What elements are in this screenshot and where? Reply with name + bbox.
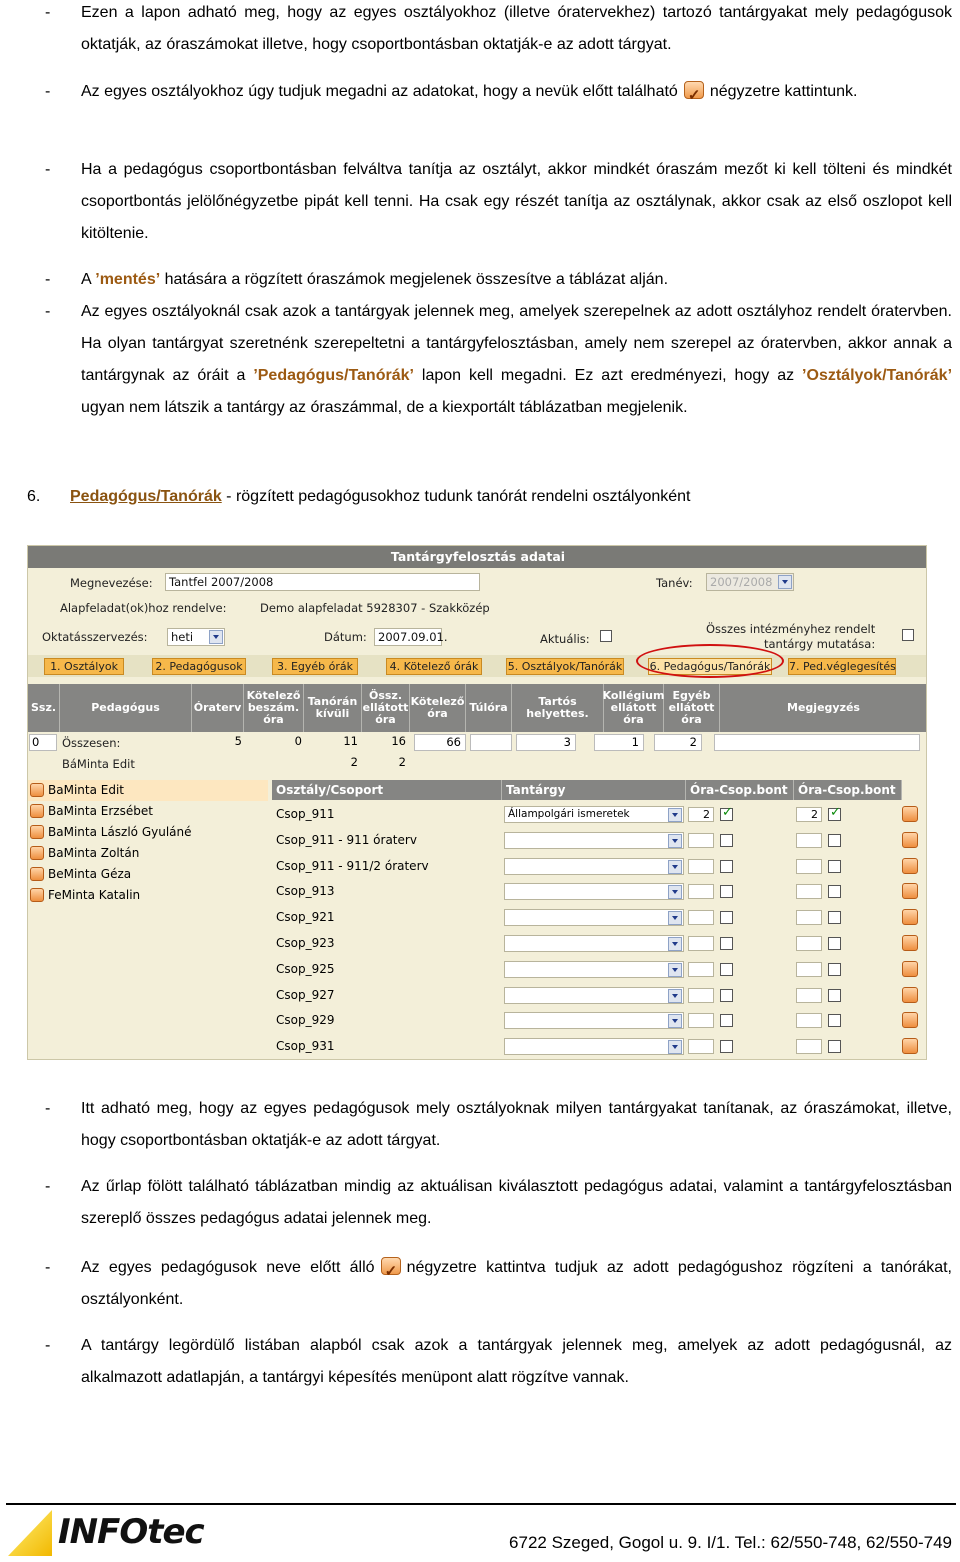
chevron-down-icon [668, 808, 682, 822]
chevron-down-icon [668, 1040, 682, 1054]
bullet-dash: - [45, 4, 51, 21]
col-tartos-helyettes: Tartós helyettes. [512, 684, 604, 732]
tanev-value: 2007/2008 [710, 575, 773, 589]
datum-label: Dátum: [324, 630, 367, 644]
chevron-down-icon [668, 911, 682, 925]
chevron-down-icon [778, 575, 792, 589]
group-split-checkbox-1[interactable] [720, 885, 733, 898]
sum-tulora [470, 734, 512, 751]
teacher-item[interactable] [28, 864, 268, 885]
hours-input-2[interactable] [796, 884, 822, 899]
sum-kollegium: 1 [594, 734, 644, 751]
logo-wordmark: INFOtec [58, 1512, 204, 1552]
hours-input-1[interactable] [688, 988, 714, 1003]
group-split-checkbox-2[interactable] [828, 937, 841, 950]
grid-row [272, 931, 927, 957]
teacher-item[interactable] [28, 822, 268, 843]
chevron-down-icon [668, 989, 682, 1003]
footer-divider [6, 1503, 956, 1505]
mentes-term: ’mentés’ [95, 271, 161, 288]
chevron-down-icon [209, 630, 223, 644]
subject-select[interactable] [504, 1038, 684, 1055]
sum-teacher-label: BáMinta Edit [62, 757, 135, 771]
group-split-checkbox-2[interactable] [828, 911, 841, 924]
group-split-checkbox-1[interactable] [720, 834, 733, 847]
subject-select[interactable] [504, 961, 684, 978]
hours-input-1[interactable]: 2 [688, 807, 714, 822]
subject-value: Állampolgári ismeretek [508, 808, 630, 820]
sum-label: Összesen: [62, 736, 121, 750]
section-number: 6. [27, 488, 41, 505]
bullet-text-a: A [81, 271, 91, 288]
bullet-dash: - [45, 161, 51, 178]
hours-input-1[interactable] [688, 833, 714, 848]
tanev-label: Tanév: [656, 576, 693, 590]
grid-col-class: Osztály/Csoport [272, 780, 502, 800]
hours-input-2[interactable] [796, 833, 822, 848]
infotec-logo [8, 1510, 248, 1558]
pedagogus-tanorak-term: ’Pedagógus/Tanórák’ [253, 367, 414, 384]
summary-row [28, 733, 927, 753]
teacher-name: BaMinta Edit [48, 783, 124, 797]
grid-col-subject: Tantárgy [502, 780, 686, 800]
save-icon[interactable] [902, 883, 918, 899]
group-split-checkbox-1[interactable] [720, 808, 733, 821]
section-link[interactable]: Pedagógus/Tanórák [70, 488, 222, 505]
col-megjegyzes: Megjegyzés [720, 684, 927, 732]
osztalyok-tanorak-term: ’Osztályok/Tanórák’ [802, 367, 953, 384]
edit-icon[interactable] [30, 846, 44, 860]
grid-row [272, 802, 927, 828]
hours-input-1[interactable] [688, 910, 714, 925]
class-name: Csop_911 [276, 807, 335, 821]
tanev-select[interactable] [706, 573, 794, 591]
grid-row [272, 854, 927, 880]
hours-input-1[interactable] [688, 884, 714, 899]
save-icon[interactable] [902, 858, 918, 874]
grid-row [272, 1008, 927, 1034]
group-split-checkbox-1[interactable] [720, 1014, 733, 1027]
col-oraterv: Óraterv [192, 684, 244, 732]
sum-ossz-ellatott: 16 [391, 734, 406, 748]
grid-row [272, 828, 927, 854]
class-name: Csop_921 [276, 910, 335, 925]
group-split-checkbox-2[interactable] [828, 834, 841, 847]
bullet-text: Itt adható meg, hogy az egyes pedagógusok mely osztályoknak milyen tantárgyakat tanítanak, az óraszámokat, illetve, hogy csoportbontásban oktatják-e az adott tárgyat. [81, 1100, 952, 1149]
grid-col-ora-csop-1: Óra-Csop.bont [686, 780, 794, 800]
bullet-text: Az űrlap fölött található táblázatban mindig az aktuálisan kiválasztott pedagógus adatai, valamint a tantárgyfelosztásban szereplő összes pedagógus adatai jelennek meg. [81, 1178, 952, 1227]
chevron-down-icon [668, 1014, 682, 1028]
bullet-dash: - [45, 271, 51, 288]
bullet-text-a: Az egyes osztályokhoz úgy tudjuk megadni az adatokat, hogy a nevük előtt található [81, 83, 678, 100]
hours-input-2[interactable] [796, 962, 822, 977]
tab-egyeb-orak[interactable]: 3. Egyéb órák [272, 658, 358, 675]
col-ssz: Ssz. [28, 684, 60, 732]
class-name: Csop_913 [276, 884, 335, 899]
bullet-text-a: Az egyes osztályoknál csak azok a tantárgyak jelennek meg, amelyek szerepelnek az adott osztályhoz rendelt óratervben. Ha olyan tantárgyat szeretnénk szerepeltetni a tantárgyfelosztásban, amely nem szerepel az óratervben, akkor annak a tantárgynak az óráit a [81, 303, 952, 384]
subject-select[interactable] [504, 883, 684, 900]
grid-row [272, 905, 927, 931]
teacher-item[interactable] [28, 843, 268, 864]
col-pedagogus: Pedagógus [60, 684, 192, 732]
class-name: Csop_923 [276, 936, 335, 950]
tab-pedagogusok[interactable]: 2. Pedagógusok [152, 658, 246, 675]
chevron-down-icon [668, 834, 682, 848]
logo-sun-icon [8, 1510, 52, 1556]
checkbox-icon [684, 81, 704, 99]
subject-select[interactable] [504, 935, 684, 952]
section-rest: - rögzített pedagógusokhoz tudunk tanórát rendelni osztályonként [221, 488, 691, 505]
group-split-checkbox-2[interactable] [828, 860, 841, 873]
tab-kotelezo-orak[interactable]: 4. Kötelező órák [386, 658, 482, 675]
summary-row-teacher [28, 754, 927, 774]
form-title: Tantárgyfelosztás adatai [28, 546, 927, 568]
bullet-dash: - [45, 83, 51, 100]
subject-select[interactable] [504, 806, 684, 823]
class-name: Csop_911 - 911 óraterv [276, 832, 417, 847]
edit-icon[interactable] [30, 804, 44, 818]
teacher-name: BeMinta Géza [48, 867, 132, 881]
save-icon[interactable] [902, 832, 918, 848]
osszes-checkbox[interactable] [902, 629, 914, 641]
teacher-name: FeMinta Katalin [48, 888, 141, 902]
save-icon[interactable] [902, 961, 918, 977]
group-split-checkbox-2[interactable] [828, 1040, 841, 1053]
col-kotelezo-ora: Kötelező óra [410, 684, 466, 732]
edit-icon[interactable] [30, 867, 44, 881]
megnevezes-label: Megnevezése: [70, 576, 153, 590]
chevron-down-icon [668, 860, 682, 874]
hours-input-1[interactable] [688, 859, 714, 874]
group-split-checkbox-1[interactable] [720, 1040, 733, 1053]
osszes-label-1: Összes intézményhez rendelt [706, 622, 876, 636]
bullet-text-a: Az egyes pedagógusok neve előtt álló [81, 1259, 375, 1276]
chevron-down-icon [668, 885, 682, 899]
hours-input-1[interactable] [688, 1039, 714, 1054]
class-name: Csop_911 - 911/2 óraterv [276, 858, 429, 873]
col-tulora: Túlóra [466, 684, 512, 732]
sum-tartos-helyettes: 3 [516, 734, 576, 751]
hours-input-2[interactable] [796, 1013, 822, 1028]
alapfeladat-label: Alapfeladat(ok)hoz rendelve: [60, 601, 227, 615]
sum-teacher-ossz: 2 [398, 755, 406, 769]
hours-input-2[interactable] [796, 859, 822, 874]
group-split-checkbox-2[interactable] [828, 989, 841, 1002]
hours-input-2[interactable] [796, 936, 822, 951]
tab-pedagogus-tanorak[interactable]: 6. Pedagógus/Tanórák [649, 660, 771, 673]
group-split-checkbox-2[interactable] [828, 963, 841, 976]
col-kollegium: Kollégium ellátott óra [604, 684, 664, 732]
edit-icon[interactable] [30, 825, 44, 839]
group-split-checkbox-1[interactable] [720, 937, 733, 950]
hours-input-1[interactable] [688, 962, 714, 977]
teacher-item[interactable] [28, 885, 268, 906]
sum-kotelezo-ora: 66 [414, 734, 466, 751]
oktatas-value: heti [171, 630, 194, 644]
class-name: Csop_925 [276, 961, 335, 976]
alapfeladat-value: Demo alapfeladat 5928307 - Szakközép [260, 601, 490, 615]
col-tanoran-kivuli: Tanórán kívüli [304, 684, 362, 732]
bullet-dash: - [45, 303, 51, 320]
tab-bar [28, 655, 927, 677]
group-split-checkbox-1[interactable] [720, 963, 733, 976]
grid-row [272, 1034, 927, 1060]
bullet-text-b: lapon kell megadni. Ez azt eredményezi, hogy az [421, 367, 795, 384]
datum-field[interactable]: 2007.09.01. [374, 628, 442, 646]
save-icon[interactable] [902, 987, 918, 1003]
col-egyeb-ellatott: Egyéb ellátott óra [664, 684, 720, 732]
megnevezes-field[interactable]: Tantfel 2007/2008 [165, 573, 480, 591]
group-split-checkbox-2[interactable] [828, 1014, 841, 1027]
hours-input-2[interactable] [796, 1039, 822, 1054]
tab-osztalyok[interactable]: 1. Osztályok [44, 658, 124, 675]
edit-icon[interactable] [30, 888, 44, 902]
subject-select[interactable] [504, 1012, 684, 1029]
hours-input-1[interactable] [688, 936, 714, 951]
save-icon[interactable] [902, 909, 918, 925]
bullet-text: A tantárgy legördülő listában alapból csak azok a tantárgyak jelennek meg, amelyek az adott pedagógusnál, az alkalmazott adatlapján, a tantárgyi képesítés menüpont alatt rögzítve vannak. [81, 1337, 952, 1386]
bullet-dash: - [45, 1100, 51, 1117]
class-name: Csop_929 [276, 1013, 335, 1028]
tab-ped-veglegesites[interactable]: 7. Ped.véglegesítés [789, 660, 896, 673]
tab-osztalyok-tanorak[interactable]: 5. Osztályok/Tanórák [507, 660, 623, 673]
app-screenshot [27, 545, 927, 1060]
hours-input-2[interactable] [796, 988, 822, 1003]
group-split-checkbox-2[interactable] [828, 808, 841, 821]
teacher-item[interactable] [28, 801, 268, 822]
save-icon[interactable] [902, 1012, 918, 1028]
bullet-text-b: négyzetre kattintunk. [709, 83, 858, 100]
grid-row [272, 879, 927, 905]
sum-ssz: 0 [29, 734, 57, 751]
highlight-oval [636, 644, 784, 678]
hours-input-2[interactable]: 2 [796, 807, 822, 822]
oktatas-select[interactable] [167, 628, 225, 646]
grid-col-ora-csop-2: Óra-Csop.bont [794, 780, 902, 800]
osszes-label-2: tantárgy mutatása: [764, 637, 876, 651]
teacher-name: BaMinta Erzsébet [48, 804, 153, 818]
grid-row [272, 957, 927, 983]
grid-row [272, 983, 927, 1009]
group-split-checkbox-1[interactable] [720, 911, 733, 924]
footer-address: 6722 Szeged, Gogol u. 9. I/1. Tel.: 62/550-748, 62/550-749 [509, 1533, 952, 1552]
oktatas-label: Oktatásszervezés: [42, 630, 148, 644]
bullet-dash: - [45, 1178, 51, 1195]
bullet-text-b: négyzetre kattintva tudjuk az adott pedagógushoz rögzíteni a tanórákat, osztályonként. [81, 1259, 953, 1308]
col-kotelezo-beszam: Kötelező beszám. óra [244, 684, 304, 732]
aktualis-label: Aktuális: [540, 632, 590, 646]
bullet-text: Ezen a lapon adható meg, hogy az egyes osztályokhoz (illetve óratervekhez) tartozó tantárgyakat mely pedagógusok oktatják, az óraszámokat illetve, hogy csoportbontásban oktatják-e az adott tárgyat. [81, 4, 952, 53]
save-icon[interactable] [902, 935, 918, 951]
hours-input-1[interactable] [688, 1013, 714, 1028]
group-split-checkbox-1[interactable] [720, 860, 733, 873]
bullet-text-b: hatására a rögzített óraszámok megjelenek összesítve a táblázat alján. [164, 271, 669, 288]
chevron-down-icon [668, 937, 682, 951]
group-split-checkbox-2[interactable] [828, 885, 841, 898]
subject-select[interactable] [504, 858, 684, 875]
sum-teacher-tanoran: 2 [350, 755, 358, 769]
hours-input-2[interactable] [796, 910, 822, 925]
bullet-dash: - [45, 1337, 51, 1354]
subject-select[interactable] [504, 909, 684, 926]
sum-oraterv: 5 [234, 734, 242, 748]
col-ossz-ellatott: Össz. ellátott óra [362, 684, 410, 732]
bullet-dash: - [45, 1259, 51, 1276]
teacher-item[interactable] [28, 780, 268, 801]
class-name: Csop_931 [276, 1039, 335, 1054]
chevron-down-icon [668, 963, 682, 977]
bullet-text-c: ugyan nem látszik a tantárgy az óraszámmal, de a kiexportált táblázatban megjelenik. [81, 399, 688, 416]
teacher-name: BaMinta Zoltán [48, 846, 140, 860]
save-icon[interactable] [902, 806, 918, 822]
save-icon[interactable] [902, 1038, 918, 1054]
subject-select[interactable] [504, 987, 684, 1004]
sum-tanoran-kivuli: 11 [343, 734, 358, 748]
table-header [28, 684, 927, 732]
sum-egyeb-ellatott: 2 [654, 734, 702, 751]
checkbox-icon [381, 1257, 401, 1275]
class-name: Csop_927 [276, 987, 335, 1002]
subject-select[interactable] [504, 832, 684, 849]
aktualis-checkbox[interactable] [600, 630, 612, 642]
sum-megjegyzes [714, 734, 920, 751]
bullet-text: Ha a pedagógus csoportbontásban felváltva tanítja az osztályt, akkor mindkét óraszám mezőt ki kell tölteni és mindkét csoportbontás jelölőnégyzetbe pipát kell tenni. Ha csak egy részét tanítja az osztálynak, akkor csak az első oszlopot kell kitöltenie. [81, 161, 952, 242]
edit-icon[interactable] [30, 783, 44, 797]
teacher-name: BaMinta László Gyuláné [48, 825, 192, 839]
sum-kotelezo-beszam: 0 [294, 734, 302, 748]
group-split-checkbox-1[interactable] [720, 989, 733, 1002]
